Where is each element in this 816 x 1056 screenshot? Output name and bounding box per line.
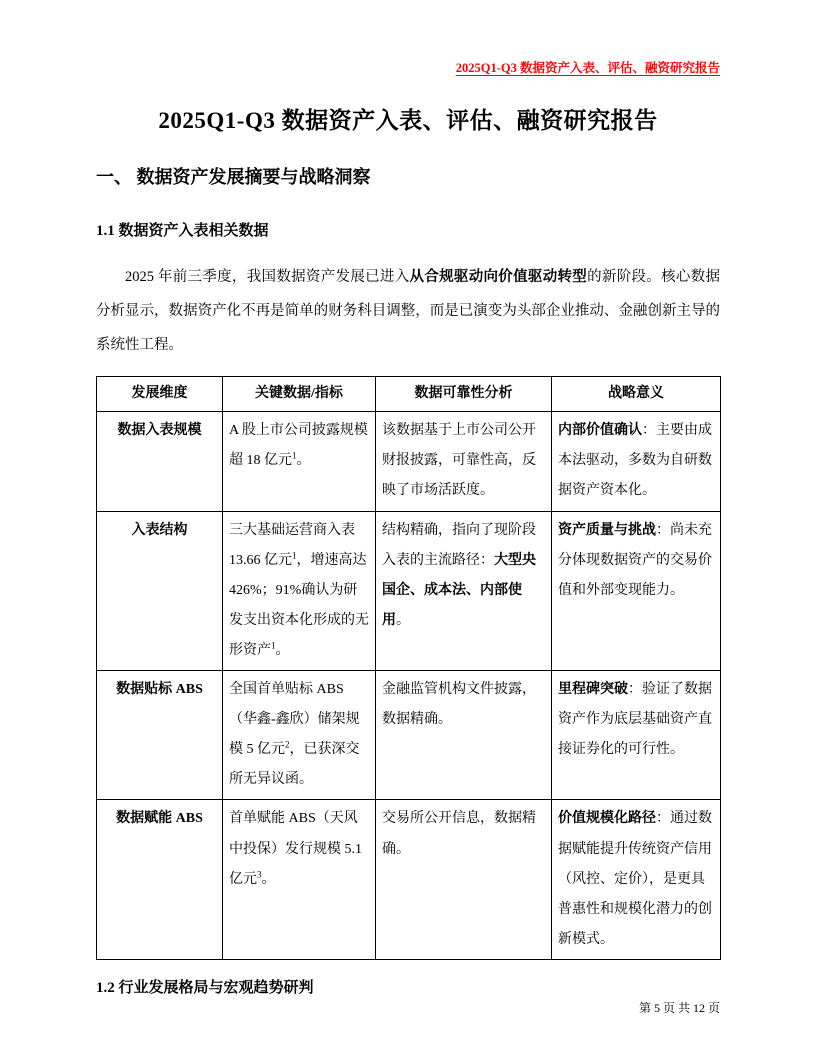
table-row bbox=[97, 412, 721, 511]
cell-text: ：尚未充分体现数据资产的交易价值和外部变现能力。 bbox=[558, 522, 712, 598]
footnote-ref: 2 bbox=[285, 739, 290, 750]
table-cell bbox=[376, 800, 552, 959]
cell-text-bold: 内部价值确认 bbox=[558, 423, 642, 439]
table-header-cell: 战略意义 bbox=[552, 377, 721, 412]
intro-text-tail: 的新阶段。核心数据分析显示，数据资产化不再是简单的财务科目调整，而是已演变为头部企业推动、金融创新主导的系统性工程。 bbox=[96, 269, 721, 354]
cell-text: 。 bbox=[396, 612, 410, 628]
subsection-heading-1-2: 1.2 行业发展格局与宏观趋势研判 bbox=[96, 979, 314, 996]
footnote-ref: 3 bbox=[257, 868, 262, 879]
cell-text: 该数据基于上市公司公开财报披露，可靠性高，反映了市场活跃度。 bbox=[382, 423, 536, 499]
row-dimension-cell: 数据入表规模 bbox=[97, 412, 223, 511]
cell-text: 。 bbox=[275, 642, 290, 658]
row-dimension-cell: 数据赋能 ABS bbox=[97, 800, 223, 959]
cell-text: 结构精确，指向了现阶段入表的主流路径： bbox=[382, 522, 536, 568]
cell-text: ：通过数据赋能提升传统资产信用（风控、定价），是更具普惠性和规模化潜力的创新模式。 bbox=[558, 811, 712, 947]
cell-text: ：主要由成本法驱动，多数为自研数据资产资本化。 bbox=[558, 423, 712, 499]
table-cell bbox=[223, 671, 376, 800]
cell-text: 。 bbox=[296, 453, 311, 469]
intro-text-bold: 从合规驱动向价值驱动转型 bbox=[409, 269, 588, 285]
intro-text-lead: 2025 年前三季度，我国数据资产发展已进入 bbox=[125, 269, 410, 285]
section-heading-1: 一、 数据资产发展摘要与战略洞察 bbox=[96, 167, 371, 187]
cell-text: ：验证了数据资产作为底层基础资产直接证券化的可行性。 bbox=[558, 682, 712, 758]
table-row bbox=[97, 671, 721, 800]
cell-text: 金融监管机构文件披露，数据精确。 bbox=[382, 682, 536, 728]
footnote-ref: 1 bbox=[292, 550, 297, 560]
cell-text: 三大基础运营商入表 13.66 亿元 bbox=[229, 522, 355, 568]
intro-paragraph bbox=[96, 260, 720, 362]
cell-text: ，增速高达 426%；91%确认为研发支出资本化形成的无形资产 bbox=[229, 552, 369, 658]
table-header-cell: 数据可靠性分析 bbox=[376, 377, 552, 412]
table-cell bbox=[552, 511, 721, 670]
table-cell bbox=[223, 800, 376, 959]
subsection-heading-1-1: 1.1 数据资产入表相关数据 bbox=[96, 223, 269, 239]
table-cell bbox=[223, 412, 376, 511]
table-header-cell: 发展维度 bbox=[97, 377, 223, 412]
cell-text: 全国首单贴标 ABS（华鑫-鑫欣）储架规模 5 亿元 bbox=[229, 682, 360, 758]
cell-text-bold: 资产质量与挑战 bbox=[558, 522, 656, 538]
table-header-cell: 关键数据/指标 bbox=[223, 377, 376, 412]
table-cell bbox=[552, 800, 721, 959]
row-dimension-cell: 数据贴标 ABS bbox=[97, 671, 223, 800]
table-header-row bbox=[97, 377, 721, 412]
cell-text: 首单赋能 ABS（天风中投保）发行规模 5.1 亿元 bbox=[229, 811, 362, 887]
cell-text-bold: 大型央国企、成本法、内部使用 bbox=[382, 552, 536, 628]
table-cell bbox=[223, 511, 376, 670]
cell-text: 。 bbox=[261, 871, 276, 887]
cell-text-bold: 价值规模化路径 bbox=[558, 811, 656, 827]
running-header: 2025Q1-Q3 数据资产入表、评估、融资研究报告 bbox=[455, 61, 720, 75]
table-row bbox=[97, 511, 721, 670]
table-cell bbox=[376, 412, 552, 511]
cell-text-bold: 里程碑突破 bbox=[558, 682, 628, 698]
row-dimension-cell: 入表结构 bbox=[97, 511, 223, 670]
table-row bbox=[97, 800, 721, 959]
page-number: 第 5 页 共 12 页 bbox=[638, 1001, 720, 1015]
cell-text: 交易所公开信息，数据精确。 bbox=[382, 811, 536, 857]
table-cell bbox=[552, 412, 721, 511]
table-cell bbox=[552, 671, 721, 800]
footnote-ref: 1 bbox=[292, 450, 297, 461]
cell-text: ，已获深交所无异议函。 bbox=[229, 742, 360, 788]
page-title: 2025Q1-Q3 数据资产入表、评估、融资研究报告 bbox=[158, 108, 658, 133]
footnote-ref: 1 bbox=[271, 640, 276, 651]
cell-text: A 股上市公司披露规模超 18 亿元 bbox=[229, 423, 368, 469]
data-asset-table bbox=[96, 376, 721, 960]
page-footer bbox=[639, 999, 720, 1016]
table-cell bbox=[376, 671, 552, 800]
table-cell bbox=[376, 511, 552, 670]
